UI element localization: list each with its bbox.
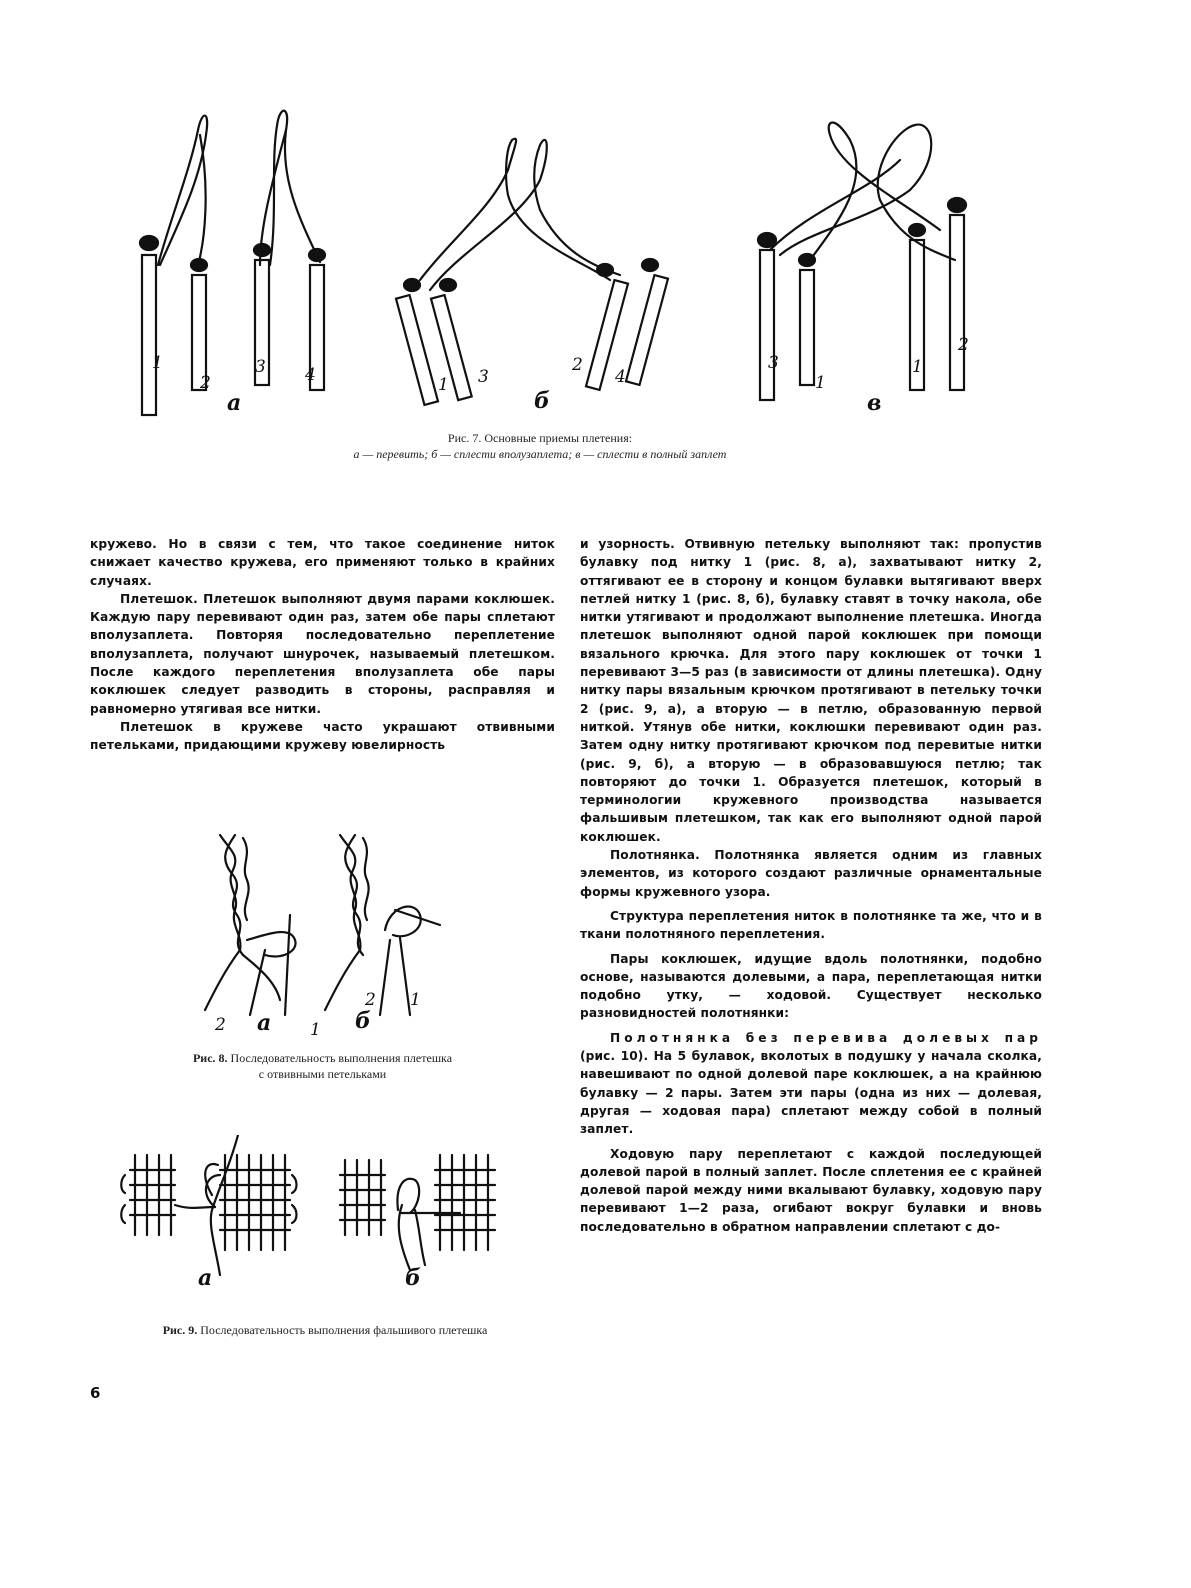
left-text-column [90, 535, 555, 755]
fig7b-label-2: 2 [572, 355, 583, 375]
fig7c-label-1b: 1 [912, 357, 923, 377]
fig7b-label-4: 4 [615, 367, 626, 387]
right-paragraph-5-text: (рис. 10). На 5 булавок, вколотых в подушку у начала сколка, навешивают по одной долевой паре коклюшек, а на крайнюю булавку — 2 пары. Затем эти пары (одна из них — долевая, другая — ходовая пара) сплетают между собой в полный заплет. [580, 1049, 1042, 1137]
fig7a-label-3: 3 [255, 357, 266, 377]
right-paragraph-6: Ходовую пару переплетают с каждой последующей долевой парой в полный заплет. После сплетения ее с крайней долевой парой между ними вкалывают булавку, ходовую пару перевивают 1—2 раза, огибают вокруг булавки и вновь последовательно в обратном направлении сплетают с до- [580, 1146, 1042, 1234]
right-paragraph-3: Структура переплетения ниток в полотнянке та же, что и в ткани полотняного переплетения. [580, 908, 1042, 942]
fig8-part-b: б [355, 1008, 371, 1034]
right-text-column [580, 535, 1042, 1236]
left-paragraph-3: Плетешок в кружеве часто украшают отвивными петельками, придающими кружеву ювелирность [90, 719, 555, 753]
page-number: 6 [90, 1384, 101, 1402]
figure-7-caption [240, 430, 840, 462]
fig7a-label-1: 1 [152, 353, 163, 373]
fig7b-label-3: 3 [478, 367, 489, 387]
fig9-part-a: а [198, 1265, 213, 1291]
fig7c-label-2: 2 [958, 335, 969, 355]
fig7c-label-3: 3 [768, 353, 779, 373]
fig8a-label-1: 1 [310, 1020, 321, 1040]
left-paragraph-2 [90, 590, 555, 718]
fig8-part-a: а [257, 1010, 272, 1036]
spaced-subheading: Полотнянка без перевива долевых пар [610, 1030, 1042, 1045]
figure-9-illustration [120, 1135, 520, 1295]
fig8b-label-2: 2 [365, 990, 376, 1010]
run-in-heading-pleteshok: Плетешок. [120, 591, 198, 606]
left-paragraph-2-text: Плетешок выполняют двумя парами коклюшек. Каждую пару перевивают один раз, затем обе пары сплетают вполузаплета. Повторяя последовательно переплетение вполузаплета, получают шнурочек, называемый плетешком. После каждого переплетения вполузаплета обе пары коклюшек следует разводить в стороны, расправляя и равномерно утягивая все нитки. [90, 591, 556, 716]
right-paragraph-1: и узорность. Отвивную петельку выполняют так: пропустив булавку под нитку 1 (рис. 8, а), захватывают нитку 2, оттягивают ее в сторону и концом булавки вытягивают вверх петлей нитку 1 (рис. 8, б), булавку ставят в точку накола, обе нитки утягивают и продолжают выполнение плетешка. Иногда плетешок выполняют одной парой коклюшек при помощи вязального крючка. Для этого пару коклюшек от точки 1 перевивают 3—5 раз (в зависимости от длины плетешка). Одну нитку пары вязальным крючком протягивают в петельку точки 2 (рис. 9, а), а вторую — в петлю, образованную первой ниткой. Утянув обе нитки, коклюшки перевивают один раз. Затем одну нитку протягивают крючком под перевитые нитки (рис. 9, б), а вторую — в образовавшуюся петлю; так повторяют до точки 1. Образуется плетешок, который в терминологии кружевного производства называется фальшивым плетешком, так как его выполняют одной парой коклюшек. [580, 537, 1042, 844]
figure-9-caption [125, 1322, 525, 1338]
fig9-part-b: б [405, 1265, 421, 1291]
fig8b-label-1: 1 [410, 990, 421, 1010]
right-paragraph-2-text: Полотнянка является одним из главных элементов, из которого создают различные орнаментальные формы кружевного узора. [580, 848, 1042, 899]
figure-7-illustration [110, 100, 1010, 430]
figure-9a-drawing [121, 1135, 296, 1291]
figure-7-caption-line1: Рис. 7. Основные приемы плетения: [447, 431, 633, 445]
figure-8b-drawing [325, 835, 440, 1015]
figure-7-caption-line2: а — перевить; б — сплести вполузаплета; в — сплести в полный заплет [353, 447, 727, 462]
figure-7c-drawing [758, 123, 969, 417]
figure-8-caption [190, 1050, 455, 1082]
left-paragraph-1: кружево. Но в связи с тем, что такое соединение ниток снижает качество кружева, его применяют только в крайних случаях. [90, 537, 555, 588]
fig8a-label-2: 2 [215, 1015, 226, 1035]
figure-7b-drawing [396, 139, 668, 414]
figure-8-caption-text: Последовательность выполнения плетешка с отвивными петельками [230, 1051, 453, 1082]
right-paragraph-2 [580, 846, 1042, 901]
run-in-heading-polotnyanka: Полотнянка. [610, 848, 700, 863]
fig7-part-a: а [227, 390, 242, 416]
figure-9-caption-label: Рис. 9. [162, 1323, 198, 1337]
fig7c-label-1a: 1 [815, 373, 826, 393]
figure-9-caption-text: Последовательность выполнения фальшивого плетешка [200, 1323, 488, 1337]
figure-9b-drawing [340, 1155, 495, 1291]
figure-8-caption-label: Рис. 8. [192, 1051, 228, 1065]
figure-7a-drawing [140, 111, 325, 416]
right-paragraph-4: Пары коклюшек, идущие вдоль полотнянки, подобно основе, называются долевыми, а пара, переплетающая нитки подобно утку, — ходовой. Существует несколько разновидностей полотнянки: [580, 951, 1042, 1021]
fig7b-label-1: 1 [438, 375, 449, 395]
figure-8-illustration [195, 830, 455, 1040]
fig7a-label-2: 2 [200, 373, 211, 393]
fig7-part-b: б [534, 388, 550, 414]
right-paragraph-5 [580, 1029, 1042, 1139]
fig7-part-c: в [867, 390, 882, 416]
fig7a-label-4: 4 [305, 365, 316, 385]
